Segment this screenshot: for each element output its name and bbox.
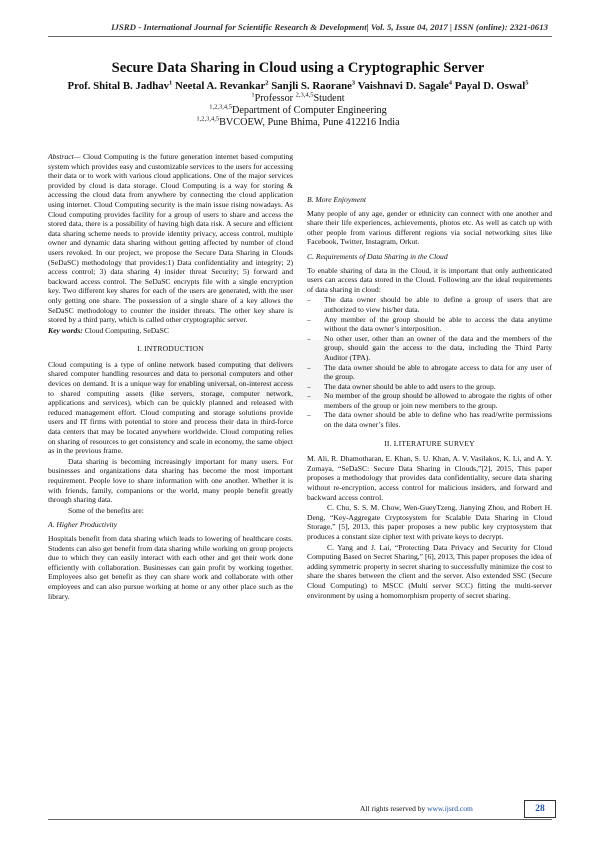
list-item: [307, 382, 552, 392]
list-item-text: No other user, other than an owner of the data and the members of the group, should gain the access to the data, including the Third Party Auditor (TPA).: [324, 333, 552, 362]
list-item-text: The data owner should be able to define a group of users that are authorized to view his/her data.: [324, 295, 552, 314]
author-2-sup: 2: [265, 79, 269, 87]
affiliation-roles: [46, 93, 550, 105]
author-3: Sanjli S. Raorane: [268, 80, 352, 92]
list-item: [307, 391, 552, 410]
subsection-heading-b: B. More Enjoyment: [307, 195, 366, 204]
list-item: [307, 315, 552, 334]
list-item: [307, 410, 552, 429]
keywords: [48, 326, 293, 336]
literature-paragraph-2: C. Chu, S. S. M. Chow, Wen-GueyTzeng, Jianying Zhou, and Robert H. Deng, “Key-Aggregate Cryptosystem for Scalable Data Sharing in Cloud Storage,” [5], 2013, this paper proposes a new public key cryptosystem that produces a constant size cipher text with private keys to decrypt.: [307, 503, 552, 541]
author-5-sup: 5: [525, 79, 529, 87]
literature-paragraph-1: M. Ali, R. Dhamotharan, E. Khan, S. U. Khan, A. V. Vasilakos, K. Li, and A. Y. Zomaya, “SeDaSC: Secure Data Sharing in Clouds,”[2], 2015, This paper proposes a methodology that provides data confidentiality, secure data sharing without re-encryption, access control for malicious insiders, and forward and backward access control.: [307, 454, 552, 502]
keywords-text: Cloud Computing, SeDaSC: [82, 325, 169, 335]
footer-copyright: [360, 804, 473, 813]
subsection-a-text: Hospitals benefit from data sharing which leads to lowering of healthcare costs. Students can also get benefit from data sharing while working on group projects due to which they can easily interact with each other and get their work done efficiently with collaboration. Businesses can gain profit by working together. Employees also get benefit as they can share work and collaborate with other employees and can also pursue working at home or any other place such as the library.: [48, 533, 293, 601]
affiliation-department: [46, 105, 550, 117]
abstract-label: Abstract—: [48, 152, 81, 161]
inst-sup: 1,2,3,4,5: [196, 115, 220, 123]
author-2: Neetal A. Revankar: [172, 80, 266, 92]
list-dash: –: [307, 410, 311, 420]
list-item-text: The data owner should be able to add users to the group.: [324, 381, 496, 391]
list-item-text: The data owner should be able to abrogate access to data for any user of the group.: [324, 362, 552, 382]
footer-website-link[interactable]: www.ijsrd.com: [427, 804, 473, 813]
subsection-b-text: Many people of any age, gender or ethnicity can connect with one another and share their life experiences, achievements, photos etc. As well as catch up with other people from various different regions via social networking sites like Facebook, Twitter, Instagram, Orkut.: [307, 208, 552, 247]
list-dash: –: [307, 314, 311, 324]
list-item: [307, 334, 552, 363]
list-item: [307, 363, 552, 382]
list-item-text: Any member of the group should be able to access the data anytime without the data owner’s interposition.: [324, 314, 552, 334]
dept-sup: 1,2,3,4,5: [209, 103, 232, 111]
left-column: [48, 152, 293, 602]
subsection-c-text: To enable sharing of data in the Cloud, it is important that only authenticated users can access data stored in the Cloud. Following are the ideal requirements of data sharing in cloud:: [307, 265, 552, 294]
list-item-text: The data owner should be able to define who has read/write permissions on the data owner’s files.: [324, 410, 552, 430]
intro-paragraph-2: Data sharing is becoming increasingly important for many users. For businesses and organizations data sharing has become the most important requirement. People love to share information with one another. Whether it is with friends, family, companions or the world, many people benefit greatly through sharing data.: [48, 456, 293, 505]
dept: Department of Computer Engineering: [232, 105, 387, 116]
author-4: Vaishnavi D. Sagale: [355, 80, 449, 92]
inst: BVCOEW, Pune Bhima, Pune 412216 India: [219, 117, 400, 128]
journal-header: IJSRD - International Journal for Scientific Research & Development| Vol. 5, Issue 04, 2017 | ISSN (online): 2321-0613: [111, 22, 548, 32]
column-continuation-spacer: [307, 152, 552, 190]
affiliation-institute: [46, 117, 550, 129]
author-1: Prof. Shital B. Jadhav: [67, 80, 170, 92]
list-dash: –: [307, 362, 311, 372]
author-5: Payal D. Oswal: [452, 80, 526, 92]
list-item: [307, 295, 552, 314]
requirements-list: [307, 295, 552, 429]
list-item-text: No member of the group should be allowed to abrogate the rights of other members of the group or join new members to the group.: [324, 391, 552, 410]
title-block: [46, 60, 550, 129]
list-dash: –: [307, 333, 311, 343]
role-1-sup: 1: [251, 91, 255, 99]
author-3-sup: 3: [351, 79, 356, 87]
keywords-label: Key words:: [48, 325, 83, 335]
footer-rule: [48, 819, 552, 820]
right-column: [307, 152, 552, 601]
footer-text: All rights reserved by: [360, 804, 428, 813]
role-1: Professor: [254, 93, 296, 104]
subsection-heading-c: C. Requirements of Data Sharing in the Cloud: [307, 251, 448, 261]
abstract-text: Cloud Computing is the future generation internet based computing system which provides easy and customizable services to the users for accessing their data or to work with various cloud applications. One of the major services provided by cloud is data storage. Cloud Computing is a way for storing & accessing the cloud data from anywhere by connecting the cloud application using internet. Cloud Computing security is the main issue rising nowadays. As Cloud computing provides facility for a group of users to share and access the stored data, there is a possibility of having high data risk. A secure and efficient data sharing scheme needs to provide identity privacy, access control, multiple owner and dynamic data sharing without getting affected by number of cloud users revoked. In our project, we propose the Secure Data Sharing in Clouds (SeDaSC) methodology that provides:1) Data confidentiality and integrity; 2) access control; 3) data sharing 4) insider threat Security; 5) forward and backward access control. The SeDaSC encrypts file with a single encryption key. Two different key shares for each of the users are generated, with the user only getting one share. The possession of a single share of a key allows the SeDaSC methodology to counter the insider threats. The other key share is stored by a third party, which is called other cryptographic server.: [48, 152, 293, 325]
list-dash: –: [307, 391, 311, 401]
paper-title: Secure Data Sharing in Cloud using a Cryptographic Server: [111, 60, 485, 76]
role-2: Student: [313, 93, 345, 104]
header-rule: [48, 36, 552, 37]
section-heading-introduction: I. INTRODUCTION: [137, 344, 204, 354]
intro-paragraph-3: Some of the benefits are:: [68, 505, 144, 515]
intro-paragraph-1: Cloud computing is a type of online network based computing that delivers shared computer handling resources and data to personal computers and other devices on demand. It is a unique way for enabling universal, on-interest access to shared computing assets (like servers, storage, computer network, applications and services), which can be quickly planned and released with reduced management effort. Cloud computing and storage solutions provide users and IT firms with potential to store and process their data in third-force data centers that may be located anywhere worldwide. Cloud computing relies on sharing of resources to get consistency and scale in economy, the same object as in the previous frame.: [48, 359, 293, 456]
abstract: [48, 152, 293, 325]
section-heading-literature-survey: II. LITERATURE SURVEY: [384, 438, 475, 448]
list-dash: –: [307, 381, 311, 391]
role-2-sup: 2,3,4,5: [295, 91, 314, 99]
author-4-sup: 4: [448, 79, 453, 87]
subsection-heading-a: A. Higher Productivity: [48, 520, 118, 530]
author-1-sup: 1: [169, 79, 173, 87]
list-dash: –: [307, 295, 311, 305]
page-number: 28: [524, 800, 556, 818]
literature-paragraph-3: C. Yang and J. Lai, “Protecting Data Privacy and Security for Cloud Computing Based on Secret Sharing,” [6], 2013, This paper proposes the idea of adding symmetric property in secret sharing to successfully minimize the cost to share the shares between the client and the server. Also extended SSC (Secure Cloud Computing) to MSCC (Multi server SCC) fitting the multi-server environment by using a homomorphism property of secret sharing.: [307, 542, 552, 600]
